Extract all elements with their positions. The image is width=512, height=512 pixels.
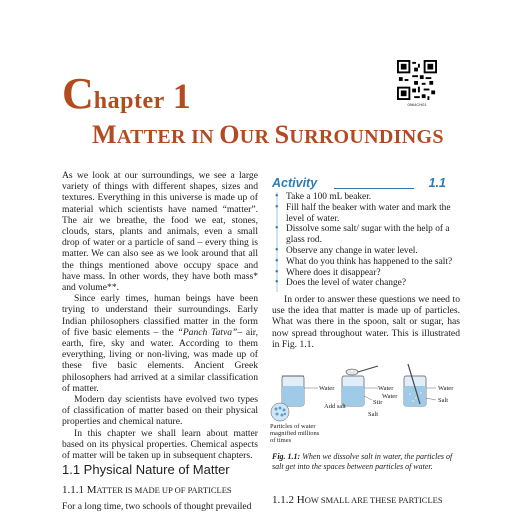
section-1-1-2-number: 1.1.2 [272, 494, 297, 506]
section-1-1-1-cap: M [86, 484, 97, 496]
label-stir: Stir [373, 399, 383, 406]
last-line-text: For a long time, two schools of thought prevailed [62, 501, 252, 512]
left-column-text [62, 170, 258, 461]
activity-item: • Observe any change in water level. [272, 246, 462, 257]
label-water-2: Water [378, 385, 394, 392]
qr-code-label: 0964CH01 [407, 102, 427, 107]
label-salt-2: Salt [438, 397, 449, 404]
title-word-our: UR [239, 126, 270, 148]
beaker-3 [404, 364, 426, 406]
label-times: of times [270, 437, 292, 444]
right-paragraph: In order to answer these questions we need to use the idea that matter is made up of particles. What was there in the spoon, salt or sugar, has now spread throughout water. This is illustrated in Fig. 1.1. [272, 294, 460, 350]
activity-item: • Dissolve some salt/ sugar with the help of a glass rod. [272, 224, 462, 246]
paragraph-3: Modern day scientists have evolved two types of classification of matter based on their physical properties and chemical nature. [62, 394, 258, 428]
activity-item: • Fill half the beaker with water and mark the level of water. [272, 203, 462, 225]
title-cap-m: M [92, 120, 117, 149]
figure-beakers [268, 360, 468, 450]
paragraph-2-a: Since early times, human beings have been trying to understand their surroundings. Early Indian philosophers classified matter in the form of five basic elements – the [62, 293, 258, 338]
label-water-3: Water [382, 393, 398, 400]
activity-rule [334, 188, 414, 189]
magnified-particles [271, 403, 289, 421]
chapter-title [92, 120, 444, 150]
chapter-number: 1 [172, 76, 191, 116]
title-word-matter: ATTER [116, 126, 186, 148]
caption-text: When we dissolve salt in water, the particles of salt get into the spaces between particles of water. [272, 452, 453, 471]
panch-tatva: “Panch Tatva” [177, 326, 238, 338]
activity-label: Activity [272, 176, 318, 190]
section-1-1-1-rest: ATTER IS MADE UP OF PARTICLES [96, 485, 232, 495]
label-water-1: Water [319, 385, 335, 392]
section-1-1-2-cap: H [296, 494, 305, 506]
beaker-1 [282, 376, 304, 406]
paragraph-2-b: – air, earth, fire, sky and water. According to them everything, living or non-living, was made up of these five basic elements. Ancient Greek philosophers had arrived at a similar classification of matter. [62, 326, 258, 394]
caption-fig-label: Fig. 1.1: [272, 452, 301, 461]
activity-item: • What do you think has happened to the salt? [272, 257, 462, 268]
activity-item: • Where does it disappear? [272, 268, 462, 279]
activity-heading [272, 176, 454, 190]
section-heading-1-1: 1.1 Physical Nature of Matter [62, 462, 230, 477]
paragraph-2 [62, 293, 258, 394]
label-salt-1: Salt [368, 411, 379, 418]
qr-code-icon [397, 60, 437, 100]
section-heading-1-1-2 [272, 494, 443, 506]
label-magnified: magnified millions [270, 430, 320, 437]
label-water-4: Water [438, 385, 454, 392]
chapter-cap: C [62, 69, 94, 118]
chapter-word: hapter [93, 88, 165, 114]
label-add-salt: Add salt [324, 403, 346, 410]
figure-caption [272, 452, 460, 471]
activity-item: • Take a 100 mL beaker. [272, 192, 462, 203]
section-heading-1-1-1 [62, 484, 232, 496]
paragraph-4: In this chapter we shall learn about matter based on its physical properties. Chemical aspects of matter will be taken up in subsequent chapters. [62, 427, 258, 462]
activity-item: • Does the level of water change? [272, 278, 462, 289]
paragraph-1: As we look at our surroundings, we see a large variety of things with different shapes, sizes and textures. Everything in this universe is made up of material which scientists have named “matter”. The air we breathe, the food we eat, stones, clouds, stars, plants and animals, even a small drop of water or a particle of sand – every thing is matter. We can also see as we look around that all the things mentioned above occupy space and have mass. In other words, they have both mass* and volume**. [62, 170, 258, 294]
title-word-surroundings: URROUNDINGS [289, 126, 444, 148]
section-1-1-2-rest: OW SMALL ARE THESE PARTICLES [304, 495, 443, 505]
title-word-in: IN [191, 126, 214, 148]
section-1-1-1-number: 1.1.1 [62, 484, 87, 496]
chapter-heading [62, 68, 191, 119]
activity-list [272, 192, 462, 289]
label-particles: Particles of water [270, 423, 316, 430]
title-cap-o: O [219, 120, 240, 149]
activity-number: 1.1 [428, 176, 446, 190]
title-cap-s: S [274, 120, 290, 149]
